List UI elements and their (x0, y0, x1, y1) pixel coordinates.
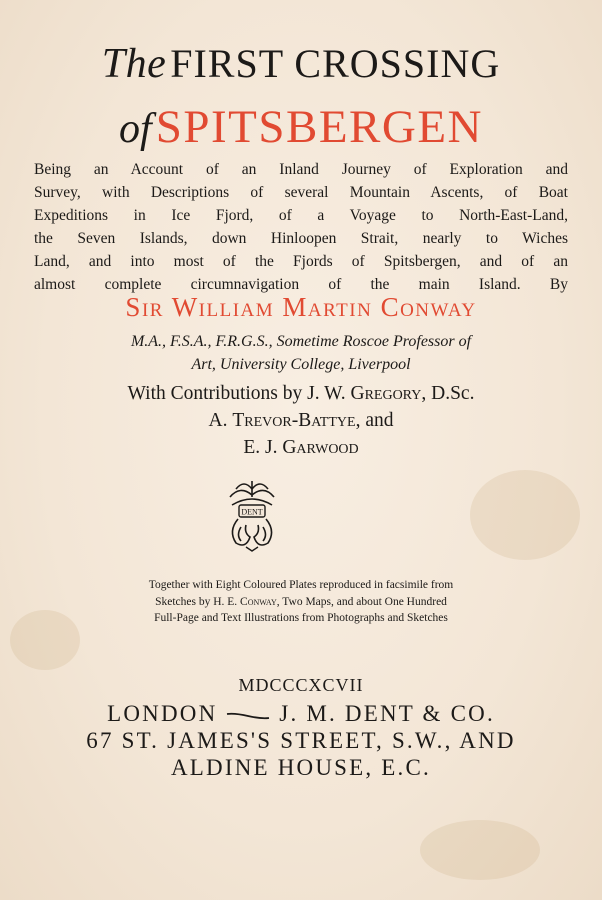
plates-conway: Conway (240, 595, 277, 608)
imprint-city: LONDON (107, 701, 218, 726)
swash-dash-icon (225, 711, 271, 721)
contributor-suffix: , and (355, 410, 394, 431)
credentials-line: Art, University College, Liverpool (191, 356, 411, 373)
description-line: the Seven Islands, down Hinloopen Strait, nearly to Wiches (34, 230, 568, 247)
imprint-publisher: J. M. DENT & CO. (279, 701, 495, 726)
credentials-line: M.A., F.S.A., F.R.G.S., Sometime Roscoe Professor of (130, 333, 472, 350)
contributor-trevor-battye: Trevor-Battye (232, 410, 356, 431)
contributor-prefix: With Contributions by J. W. (127, 383, 351, 404)
plates-note (60, 577, 542, 627)
title-of: of (119, 106, 152, 152)
title-first-crossing: FIRST CROSSING (170, 41, 501, 86)
description-line: Survey, with Descriptions of several Mountain Ascents, of Boat (34, 184, 568, 201)
paper-stain (420, 820, 540, 880)
contributor-suffix: , D.Sc. (421, 383, 475, 404)
publisher-emblem-icon (222, 475, 282, 553)
contributor-prefix: E. J. (243, 437, 283, 458)
contributor-garwood: Garwood (282, 437, 359, 458)
imprint (0, 700, 602, 781)
title-the: The (101, 41, 167, 87)
imprint-house: ALDINE HOUSE, E.C. (171, 755, 431, 780)
description (34, 158, 568, 296)
description-line: Expeditions in Ice Fjord, of a Voyage to North-East-Land, (34, 207, 568, 224)
description-line: Being an Account of an Inland Journey of Exploration and (34, 161, 568, 178)
plates-line-1: Together with Eight Coloured Plates reproduced in facsimile from (148, 579, 454, 591)
title-line-1 (0, 40, 602, 88)
imprint-line-1 (0, 700, 602, 727)
plates-line-3: Full-Page and Text Illustrations from Photographs and Sketches (154, 612, 448, 624)
contributors (0, 380, 602, 461)
emblem-text: DENT (241, 507, 263, 517)
contributor-line-3 (0, 434, 602, 461)
paper-stain (470, 470, 580, 560)
imprint-address: 67 ST. JAMES'S STREET, S.W., AND (86, 728, 516, 753)
plates-suffix: , Two Maps, and about One Hundred (276, 595, 447, 608)
author-credentials (0, 330, 602, 376)
description-line: Land, and into most of the Fjords of Spitsbergen, and of an (34, 253, 568, 270)
plates-prefix: Sketches by H. E. (155, 595, 241, 608)
publication-year: MDCCCXCVII (238, 675, 364, 695)
title-line-2 (0, 100, 602, 154)
contributor-gregory: Gregory (350, 383, 422, 404)
contributor-prefix: A. (208, 410, 233, 431)
contributor-line-2 (0, 407, 602, 434)
title-spitsbergen: SPITSBERGEN (155, 101, 483, 153)
contributor-line-1 (0, 380, 602, 407)
description-line: almost complete circumnavigation of the main Island. By (34, 276, 568, 293)
plates-line-2 (60, 594, 542, 611)
author-name: Sir William Martin Conway (125, 292, 477, 322)
